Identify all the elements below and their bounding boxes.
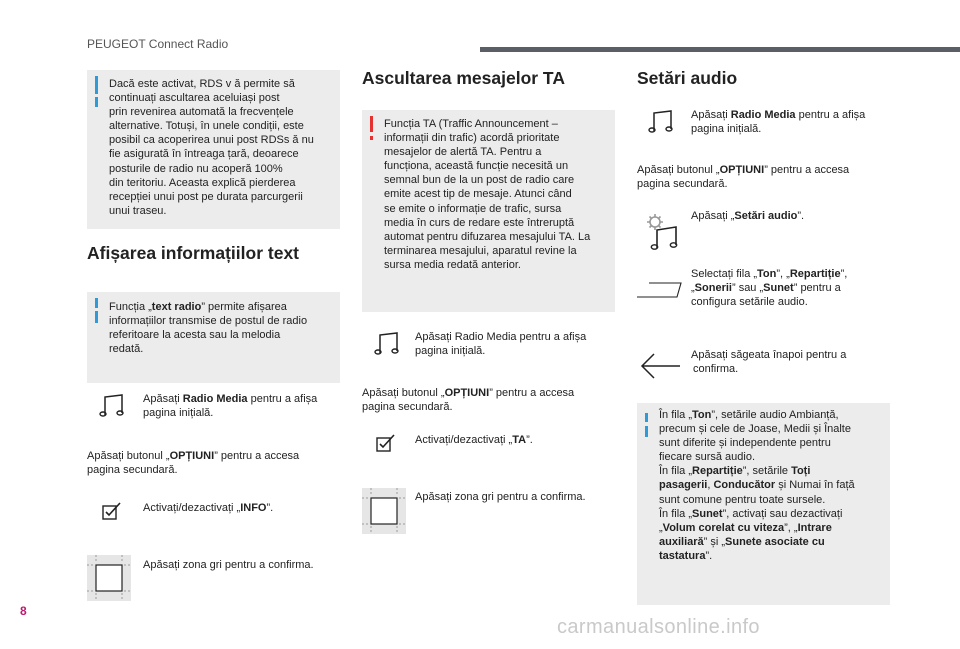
section-heading-text-info: Afișarea informațiilor text: [87, 243, 299, 263]
bold-term: Radio Media: [730, 109, 796, 121]
watermark: carmanualsonline.info: [557, 616, 760, 638]
step-text: ”.: [526, 434, 533, 446]
step-text: Apăsați: [143, 393, 183, 405]
bold-term: Conducător: [713, 479, 776, 492]
text-line: prin revenirea automată la frecvențele: [109, 106, 294, 119]
info-icon-stem: [645, 426, 648, 437]
text-line: referitoare la acesta sau la melodia: [109, 329, 281, 342]
text-line: posibil ca acoperirea unui post RDSs ă nu: [109, 134, 314, 147]
bold-term: OPȚIUNI: [719, 164, 765, 176]
bold-term: auxiliară: [659, 535, 704, 548]
text-line: fie asigurată în întreaga țară, deoarece: [109, 148, 299, 161]
step-text: ”.: [797, 210, 805, 222]
text-line: posturile de radio nu acoperă 100%: [109, 162, 283, 175]
page-number: 8: [20, 604, 27, 618]
para-text: ” pentru a accesa: [489, 387, 575, 399]
header-title: PEUGEOT Connect Radio: [87, 37, 229, 51]
step-text: pentru a afișa: [247, 393, 318, 405]
text-line: mesajelor de alertă TA. Pentru a: [384, 146, 542, 159]
section-heading-ta: Ascultarea mesajelor TA: [362, 68, 565, 88]
text-line: ” și „: [703, 535, 726, 548]
text-line: funcționa, această funcție necesită un: [384, 160, 569, 173]
text-line: sunt comune pentru toate sursele.: [659, 493, 826, 506]
text-line: În fila „: [659, 409, 693, 421]
warning-box-ta: [362, 110, 615, 312]
grey-zone-icon: [87, 555, 131, 601]
music-note-icon: [374, 331, 402, 355]
warning-icon: [370, 116, 373, 132]
text-line: „: [659, 521, 663, 534]
step-text: pagina inițială.: [691, 123, 762, 136]
step-text: Apăsați zona gri pentru a confirma.: [143, 559, 314, 571]
settings-music-icon: [645, 212, 683, 252]
para-text: Apăsați butonul „: [362, 387, 445, 399]
text-line: se emite o informație de trafic, sursa: [384, 202, 562, 215]
bold-term: Repartiție: [789, 268, 841, 280]
bold-term: tastatura: [659, 549, 706, 562]
para-text: pagina secundară.: [362, 401, 453, 414]
text-line: redată.: [109, 343, 144, 356]
text-line: ,: [707, 479, 714, 492]
text-line: automat pentru difuzarea mesajului TA. La: [384, 230, 591, 243]
bold-term: Toți: [791, 465, 811, 478]
text-line: din teritoriu. Aceasta explică pierderea: [109, 176, 296, 189]
step-text: Apăsați Radio Media pentru a afișa: [415, 331, 587, 343]
text-line: emite acest tip de mesaje. Atunci când: [384, 188, 572, 201]
text-line: recepției unui post pe durata parcurgerii: [109, 190, 303, 203]
info-box-audio: [637, 403, 890, 605]
info-icon: [95, 298, 98, 308]
text-line: unui traseu.: [109, 204, 167, 217]
step-text: pagina inițială.: [415, 345, 486, 358]
text-line: ”.: [705, 549, 713, 562]
bold-term: Sunet: [763, 282, 794, 295]
para-text: pagina secundară.: [637, 178, 728, 191]
text-line: ”, activați sau dezactivați: [722, 507, 843, 520]
text-line: În fila „: [659, 507, 693, 520]
text-line: continuați ascultarea aceluiași post: [109, 92, 280, 105]
section-heading-audio: Setări audio: [637, 68, 738, 88]
text-line: sursa media redată anterior.: [384, 258, 521, 271]
bold-term: Sonerii: [694, 282, 732, 295]
bold-term: text radio: [151, 301, 202, 313]
bold-term: Ton: [757, 268, 777, 280]
text-line: ” permite afișarea: [201, 301, 287, 313]
para-text: Apăsați butonul „: [87, 450, 170, 462]
text-line: semnal bun de la un post de radio care: [384, 174, 575, 187]
bold-term: TA: [512, 434, 527, 446]
text-line: media în curs de redare este întreruptă: [384, 216, 575, 229]
bold-term: Volum corelat cu viteza: [662, 521, 785, 534]
step-text: „: [691, 282, 695, 295]
step-text: ” sau „: [731, 282, 764, 295]
step-text: Apăsați: [691, 109, 731, 121]
bold-term: Sunet: [692, 507, 723, 520]
step-text: ” pentru a: [793, 282, 841, 295]
step-text: pentru a afișa: [795, 109, 866, 121]
text-line: Dacă este activat, RDS v ă permite să: [109, 78, 295, 90]
para-text: pagina secundară.: [87, 464, 178, 477]
info-icon-stem: [95, 97, 98, 107]
text-line: Funcția „: [109, 301, 152, 313]
back-arrow-icon: [640, 352, 682, 380]
bold-term: OPȚIUNI: [169, 450, 215, 462]
bold-term: Repartiție: [692, 465, 743, 478]
music-note-icon: [648, 109, 676, 133]
info-box-rds: [87, 70, 340, 229]
bold-term: OPȚIUNI: [444, 387, 490, 399]
text-line: și Numai în față: [775, 479, 855, 492]
step-text: pagina inițială.: [143, 407, 214, 420]
text-line: informațiilor transmise de postul de radio: [109, 315, 308, 328]
bold-term: Sunete asociate cu: [725, 535, 825, 548]
bold-term: INFO: [240, 502, 267, 514]
step-text: Apăsați săgeata înapoi pentru a: [691, 349, 847, 361]
step-text: Apăsați „: [691, 210, 735, 222]
text-line: ”, setările audio Ambianță,: [711, 409, 839, 421]
info-icon: [95, 76, 98, 94]
text-line: terminarea mesajului, aparatul revine la: [384, 244, 577, 257]
bold-term: Ton: [692, 409, 712, 421]
step-text: Selectați fila „: [691, 268, 758, 280]
step-text: confirma.: [693, 363, 739, 376]
step-text: Apăsați zona gri pentru a confirma.: [415, 491, 586, 503]
slider-icon: [637, 282, 683, 298]
info-icon-stem: [95, 311, 98, 323]
header-bar: [480, 47, 960, 52]
warning-icon-dot: [370, 136, 373, 140]
text-line: fiecare sursă audio.: [659, 451, 755, 464]
text-line: ”, setările: [742, 465, 792, 478]
para-text: Apăsați butonul „: [637, 164, 720, 176]
step-text: ”.: [266, 502, 274, 514]
para-text: ” pentru a accesa: [214, 450, 300, 462]
step-text: ”,: [840, 268, 848, 280]
bold-term: Radio Media: [182, 393, 248, 405]
checkbox-icon: [101, 501, 123, 521]
text-line: ”, „: [784, 521, 798, 534]
text-line: Funcția TA (Traffic Announcement –: [384, 118, 558, 130]
bold-term: pasagerii: [659, 479, 708, 492]
music-note-icon: [99, 393, 127, 417]
step-text: configura setările audio.: [691, 296, 808, 309]
bold-term: Setări audio: [734, 210, 798, 222]
para-text: ” pentru a accesa: [764, 164, 850, 176]
checkbox-icon: [375, 433, 397, 453]
step-text: ”, „: [776, 268, 790, 280]
text-line: precum și cele de Joase, Medii și Înalte: [659, 423, 851, 436]
info-icon: [645, 413, 648, 422]
grey-zone-icon: [362, 488, 406, 534]
bold-term: Intrare: [797, 521, 832, 534]
step-text: Activați/dezactivați „: [143, 502, 241, 514]
text-line: sunt diferite și independente pentru: [659, 437, 831, 450]
info-box-text-radio: [87, 292, 340, 383]
step-text: Activați/dezactivați „: [415, 434, 513, 446]
text-line: informații din trafic) acordă prioritate: [384, 132, 560, 145]
text-line: alternative. Totuși, în unele condiții, este: [109, 120, 304, 133]
text-line: În fila „: [659, 465, 693, 478]
